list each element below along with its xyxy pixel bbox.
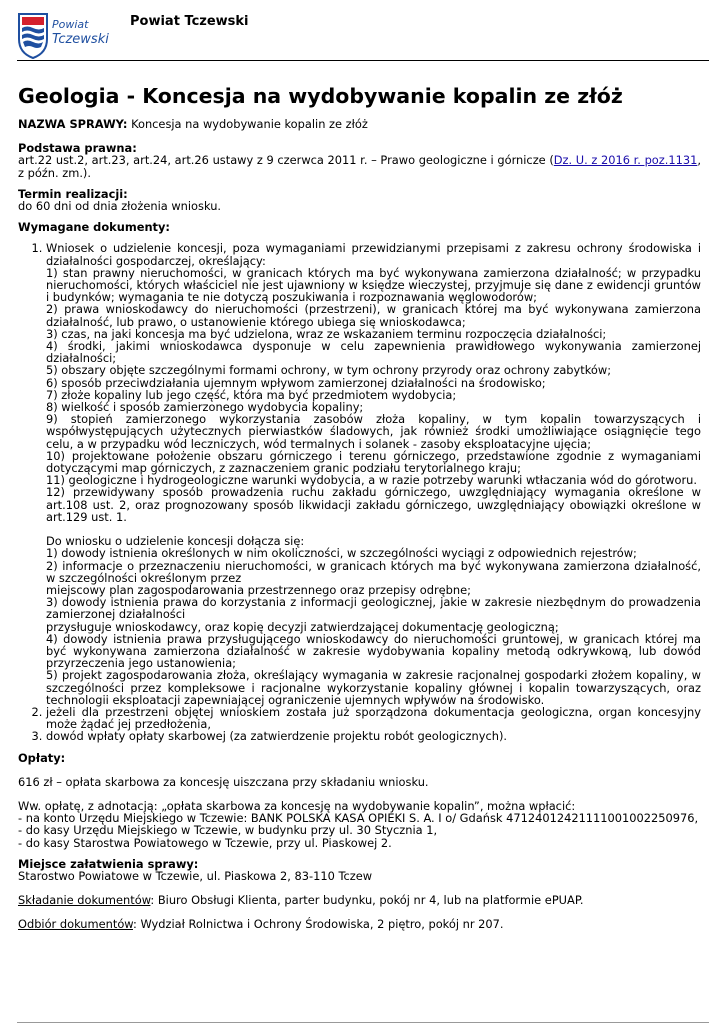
list-item: 3. dowód wpłaty opłaty skarbowej (za zatwierdzenie projektu robót geologicznych). <box>46 730 701 742</box>
powiat-logo[interactable] <box>17 11 117 59</box>
list-item: 2. jeżeli dla przestrzeni objętej wnioskiem została już sporządzona dokumentacja geologiczna, organ koncesyjny może żądać jej przedłożenia, <box>46 706 701 730</box>
pickup-label: Odbiór dokumentów <box>18 917 133 932</box>
page-title: Geologia - Koncesja na wydobywanie kopalin ze złóż <box>18 84 623 108</box>
shield-icon <box>17 11 117 59</box>
legal-act-link[interactable]: Dz. U. z 2016 r. poz.1131 <box>553 153 698 168</box>
main-content <box>18 84 701 931</box>
legal-basis: art.22 ust.2, art.23, art.24, art.26 ustawy z 9 czerwca 2011 r. – Prawo geologiczne i górnicze (Dz. U. z 2016 r. poz.1131, z późn. zm.). <box>18 153 701 180</box>
submit-label: Składanie dokumentów <box>18 893 151 908</box>
required-docs-list <box>18 242 701 742</box>
case-name <box>18 118 701 130</box>
place-heading: Miejsce załatwienia sprawy: <box>18 856 199 871</box>
deadline-text: do 60 dni od dnia złożenia wniosku. <box>18 199 222 214</box>
place-text: Starostwo Powiatowe w Tczewie, ul. Piaskowa 2, 83-110 Tczew <box>18 868 373 883</box>
logo-text-line1: Powiat <box>52 18 89 31</box>
deadline-heading: Termin realizacji: <box>18 186 128 201</box>
list-item: 1. Wniosek o udzielenie koncesji, poza wymaganiami przewidzianymi przepisami z zakresu ochrony środowiska i działalności gospodarczej, określający: 1) stan prawny nieruchomości, w granicach których ma być wykonywana zamierzona działalność; w przypadku nieruchomości, których właściciel nie jest ujawniony w księdze wieczystej, przyjmuje się dane z ewidencji gruntów i budynków; wymagania te nie dotyczą poszukiwania i rozpoznawania węglowodorów; 2) prawa wnioskodawcy do nieruchomości (przestrzeni), w granicach której ma być wykonywana zamierzona działalność, lub prawo, o ustanowienie którego ubiega się wnioskodawca; 3) czas, na jaki koncesja ma być udzielona, wraz ze wskazaniem terminu rozpoczęcia działalności; 4) środki, jakimi wnioskodawca dysponuje w celu zapewnienia prawidłowego wykonywania zamierzonej działalności; 5) obszary objęte szczególnymi formami ochrony, w tym ochrony przyrody oraz ochrony zabytków; 6) sposób przeciwdziałania ujemnym wpływom zamierzonej działalności na środowisko; 7) złoże kopaliny lub jego część, która ma być przedmiotem wydobycia; 8) wielkość i sposób zamierzonego wydobycia kopaliny; 9) stopień zamierzonego wykorzystania zasobów złoża kopaliny, w tym kopalin towarzyszących i współwystępujących użytecznych pierwiastków śladowych, jak również środki umożliwiające osiągnięcie tego celu, a w przypadku wód leczniczych, wód termalnych i solanek - zasoby eksploatacyjne ujęcia; 10) projektowane położenie obszaru górniczego i terenu górniczego, przedstawione zgodnie z wymaganiami dotyczącymi map górniczych, z zaznaczeniem granic podziału terytorialnego kraju; 11) geologiczne i hydrogeologiczne warunki wydobycia, a w razie potrzeby warunki wtłaczania wód do górotworu. 12) przewidywany sposób prowadzenia ruchu zakładu górniczego, uwzględniający wymagania określone w art.108 ust. 2, oraz prognozowany sposób likwidacji zakładu górniczego, uwzględniający obowiązki określone w art.129 ust. 1. Do wniosku o udzielenie koncesji dołącza się: 1) dowody istnienia określonych w nim okoliczności, w szczególności wyciągi z odpowiednich rejestrów; 2) informacje o przeznaczeniu nieruchomości, w granicach których ma być wykonywana zamierzona działalność, w szczególności określonym przez miejscowy plan zagospodarowania przestrzennego oraz przepisy odrębne; 3) dowody istnienia prawa do korzystania z informacji geologicznej, jakie w zakresie niezbędnym do prowadzenia zamierzonej działalności przysługuje wnioskodawcy, oraz kopię decyzji zatwierdzającej dokumentację geologiczną; 4) dowody istnienia prawa przysługującego wnioskodawcy do nieruchomości gruntowej, w granicach której ma być wykonywana zamierzona działalność w zakresie wydobywania kopaliny metodą odkrywkową, lub dowód przyrzeczenia jego ustanowienia; 5) projekt zagospodarowania złoża, określający wymagania w zakresie racjonalnej gospodarki złożem kopaliny, w szczególności przez kompleksowe i racjonalne wykorzystanie kopaliny głównej i kopalin towarzyszących, oraz technologii eksploatacji zapewniającej ograniczenie ujemnych wpływów na środowisko. <box>46 242 701 706</box>
legal-heading: Podstawa prawna: <box>18 141 137 156</box>
pickup-info: Odbiór dokumentów: Wydział Rolnictwa i Ochrony Środowiska, 2 piętro, pokój nr 207. <box>18 917 504 932</box>
site-name[interactable]: Powiat Tczewski <box>130 14 249 29</box>
submit-info: Składanie dokumentów: Biuro Obsługi Klienta, parter budynku, pokój nr 4, lub na platformie ePUAP. <box>18 893 584 908</box>
fees-text: 616 zł – opłata skarbowa za koncesję uiszczana przy składaniu wniosku. <box>18 774 429 789</box>
case-value: Koncesja na wydobywanie kopalin ze złóż <box>131 117 368 131</box>
case-label: NAZWA SPRAWY: <box>18 117 128 131</box>
payment-info: Ww. opłatę, z adnotacją: „opłata skarbowa za koncesję na wydobywanie kopalin”, można wpłacić: - na konto Urzędu Miejskiego w Tczewie: BANK POLSKA KASA OPIEKI S. A. I o/ Gdańsk 47124012421111001002250976, - do kasy Urzędu Miejskiego w Tczewie, w budynku przy ul. 30 Stycznia 1, - do kasy Starostwa Powiatowego w Tczewie, przy ul. Piaskowej 2. <box>18 798 699 850</box>
docs-heading: Wymagane dokumenty: <box>18 220 170 235</box>
header-divider <box>17 60 709 61</box>
header <box>17 11 709 61</box>
logo-text-line2: Tczewski <box>52 32 109 47</box>
footer-divider <box>17 1022 709 1023</box>
fees-heading: Opłaty: <box>18 750 66 765</box>
